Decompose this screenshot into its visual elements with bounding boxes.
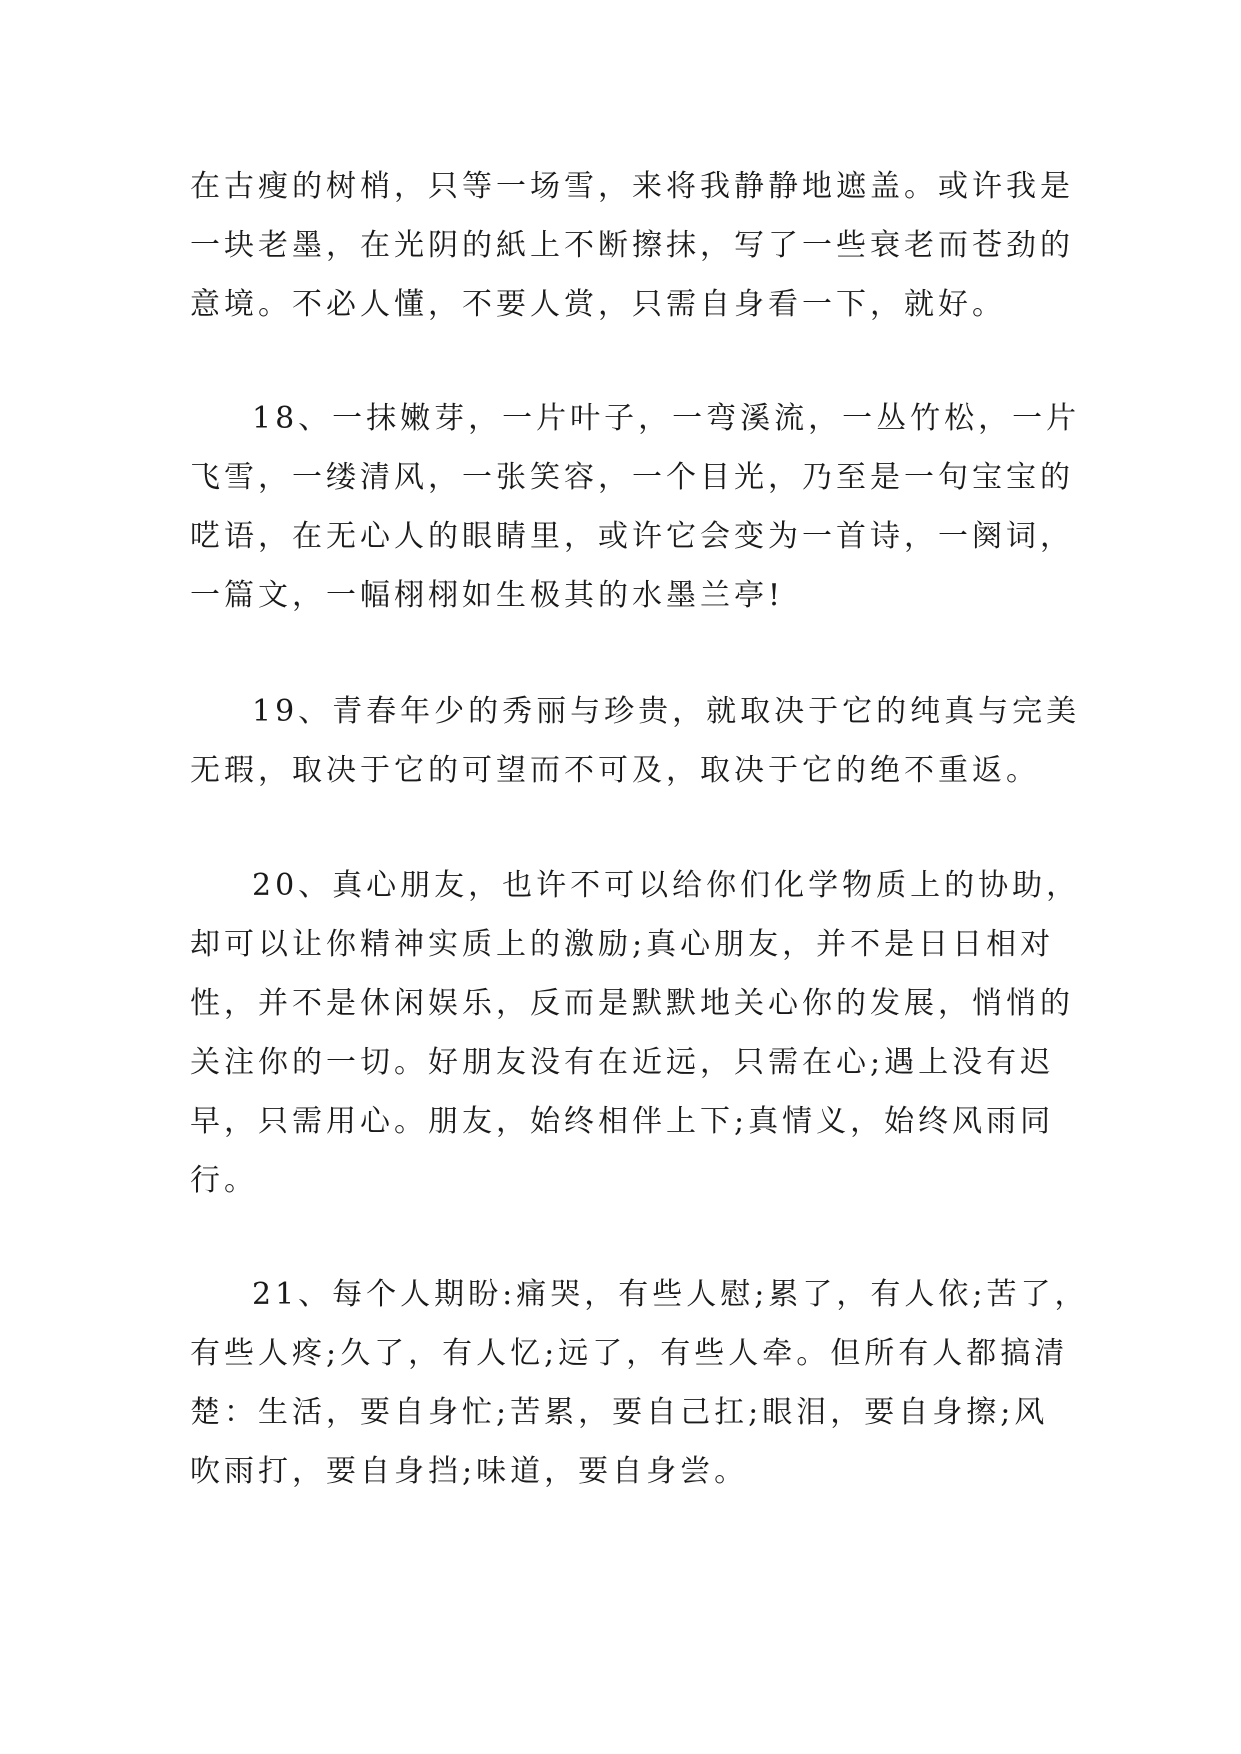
text-line: 在古瘦的树梢，只等一场雪，来将我静静地遮盖。或许我是 xyxy=(190,169,1074,204)
paragraph-19 xyxy=(190,682,1081,800)
text-line: 性，并不是休闲娱乐，反而是默默地关心你的发展，悄悄的 xyxy=(190,986,1074,1021)
text-line: 飞雪，一缕清风，一张笑容，一个目光，乃至是一句宝宝的 xyxy=(190,460,1074,495)
text-line: 吹雨打，要自身挡;味道，要自身尝。 xyxy=(190,1454,749,1489)
text-line: 却可以让你精神实质上的激励;真心朋友，并不是日日相对 xyxy=(190,927,1055,962)
text-line: 早，只需用心。朋友，始终相伴上下;真情义，始终风雨同 xyxy=(190,1104,1055,1139)
text-line: 呓语，在无心人的眼睛里，或许它会变为一首诗，一阕词， xyxy=(190,519,1074,554)
paragraph-21 xyxy=(190,1265,1089,1501)
text-line: 一块老墨，在光阴的紙上不断擦抹，写了一些衰老而苍劲的 xyxy=(190,228,1074,263)
text-line: 有些人疼;久了，有人忆;远了，有些人牵。但所有人都搞清 xyxy=(190,1336,1069,1371)
paragraph-continuation xyxy=(190,157,1074,334)
text-line: 21、每个人期盼:痛哭，有些人慰;累了，有人依;苦了， xyxy=(252,1277,1089,1312)
text-line: 意境。不必人懂，不要人赏，只需自身看一下，就好。 xyxy=(190,287,1006,322)
text-line: 19、青春年少的秀丽与珍贵，就取决于它的纯真与完美 xyxy=(252,694,1081,729)
text-line: 行。 xyxy=(190,1163,258,1198)
paragraph-18 xyxy=(190,389,1081,625)
text-line: 无瑕，取决于它的可望而不可及，取决于它的绝不重返。 xyxy=(190,753,1040,788)
text-line: 18、一抹嫩芽，一片叶子，一弯溪流，一丛竹松，一片 xyxy=(252,401,1081,436)
text-line: 一篇文，一幅栩栩如生极其的水墨兰亭! xyxy=(190,578,785,613)
text-line: 关注你的一切。好朋友没有在近远，只需在心;遇上没有迟 xyxy=(190,1045,1055,1080)
paragraph-20 xyxy=(190,856,1081,1210)
text-line: 20、真心朋友，也许不可以给你们化学物质上的协助， xyxy=(252,868,1081,903)
text-line: 楚：生活，要自身忙;苦累，要自己扛;眼泪，要自身擦;风 xyxy=(190,1395,1049,1430)
